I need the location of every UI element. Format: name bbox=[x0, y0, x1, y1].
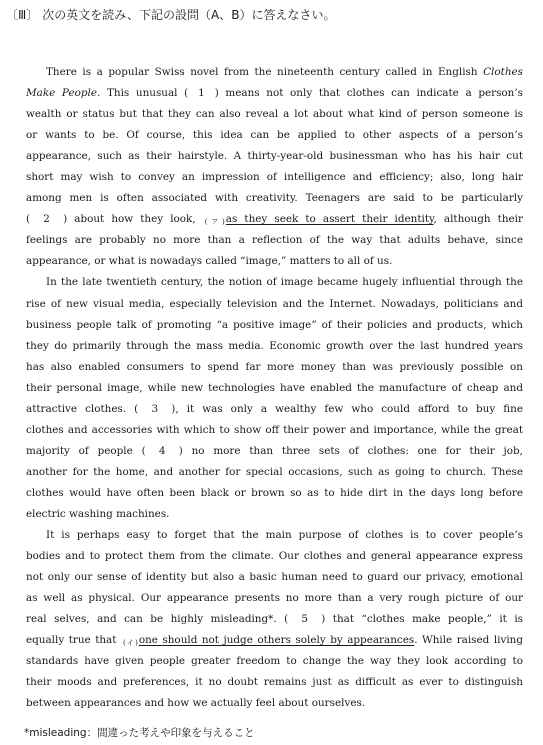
text-run: ) that “clothes make people,” it is bbox=[321, 613, 523, 626]
passage-line: In the late twentieth century, the notion of image became hugely influential through the bbox=[46, 276, 523, 289]
passage-line: clothes and accessories with which to show off their power and importance, while the great bbox=[26, 423, 523, 436]
passage-line bbox=[26, 83, 523, 104]
blank-3 bbox=[138, 399, 171, 420]
passage-line: their personal image, while new technologies have enabled the manufacture of cheap and bbox=[26, 381, 523, 394]
passage-line: appearance, such as their hairstyle. A thirty-year-old businessman who has his hair cut bbox=[26, 150, 523, 163]
passage-line: feelings are probably no more than a reflection of the way that adults behave, since bbox=[26, 234, 523, 247]
text-run: ( bbox=[26, 213, 31, 226]
passage-line: business people talk of promoting “a positive image” of their policies and products, which bbox=[26, 318, 523, 331]
book-title-part: Make People. bbox=[26, 87, 101, 100]
passage-line: another for the home, and another for special occasions, such as going to church. These bbox=[26, 465, 523, 478]
passage-line: standards have given people greater freedom to change the way they look according to bbox=[26, 655, 523, 668]
text-run: attractive clothes. ( bbox=[26, 402, 139, 415]
blank-number: 4 bbox=[158, 444, 166, 457]
passage-line bbox=[26, 399, 523, 420]
blank-number: 3 bbox=[151, 402, 159, 415]
passage-line bbox=[26, 209, 523, 230]
passage-line: appearance, or what is nowadays called “image,” matters to all of us. bbox=[26, 255, 393, 268]
paragraph-1 bbox=[26, 62, 523, 272]
paragraph-2 bbox=[26, 272, 523, 525]
blank-1 bbox=[188, 83, 214, 104]
passage-line: rise of new visual media, especially television and the Internet. Nowadays, politicians and bbox=[26, 297, 523, 310]
passage-line: among men is often associated with creativity. Teenagers are said to be particularly bbox=[26, 192, 523, 205]
underline-marker-b: (イ) bbox=[122, 639, 138, 648]
question-header bbox=[6, 6, 335, 24]
footnote-term: *misleading bbox=[24, 727, 87, 739]
text-run: ) means not only that clothes can indicate a person’s bbox=[214, 87, 523, 100]
text-run: ) about how they look, bbox=[63, 213, 203, 226]
passage-line bbox=[26, 62, 523, 83]
text-run: majority of people ( bbox=[26, 444, 146, 457]
question-number: 〔Ⅲ〕 bbox=[6, 8, 39, 22]
text-run: . While raised living bbox=[414, 634, 523, 647]
blank-number: 1 bbox=[198, 87, 205, 100]
passage-line: not only our sense of identity but also a basic human need to guard our privacy, emotional bbox=[26, 571, 523, 584]
book-title-part: Clothes bbox=[483, 66, 523, 78]
question-instruction: 次の英文を読み、下記の設問（A、B）に答えなさい。 bbox=[42, 8, 336, 22]
underlined-phrase-a: as they seek to assert their identity bbox=[225, 213, 434, 226]
passage-line bbox=[26, 441, 523, 462]
passage-line: bodies and to protect them from the climate. Our clothes and general appearance express bbox=[26, 550, 523, 563]
footnote-definition: ：間違った考えや印象を与えること bbox=[86, 727, 255, 739]
passage-line: their moods and preferences, it no doubt remains just as difficult as ever to distinguish bbox=[26, 676, 523, 689]
passage-line: wealth or status but that they can also reveal a lot about what kind of person someone is bbox=[26, 108, 523, 121]
passage-line: as well as physical. Our appearance presents no more than a very rough picture of our bbox=[26, 592, 523, 605]
passage-line bbox=[26, 630, 523, 651]
text-run: , although their bbox=[433, 213, 523, 226]
blank-5 bbox=[288, 609, 321, 630]
text-run: real selves, and can be highly misleading*. ( bbox=[26, 613, 289, 626]
text-run: There is a popular Swiss novel from the nineteenth century called in English bbox=[46, 66, 484, 78]
passage-line bbox=[26, 609, 523, 630]
text-run: ), it was only a wealthy few who could afford to buy fine bbox=[171, 402, 523, 415]
text-run: equally true that bbox=[26, 634, 121, 647]
passage-line: or wants to be. Of course, this idea can be applied to other aspects of a person’s bbox=[26, 129, 523, 142]
footnote bbox=[24, 726, 255, 740]
blank-4 bbox=[146, 441, 179, 462]
passage-line: has also enabled consumers to spend far more money than was previously possible on bbox=[26, 360, 523, 373]
blank-number: 5 bbox=[301, 613, 309, 626]
text-run: ) no more than three sets of clothes: one for their job, bbox=[178, 444, 523, 457]
underlined-phrase-b: one should not judge others solely by appearances bbox=[138, 634, 415, 647]
passage-line: between appearances and how we actually feel about ourselves. bbox=[26, 697, 366, 710]
passage-line: short may wish to convey an impression of intelligence and efficiency; also, long hair bbox=[26, 171, 523, 184]
passage bbox=[26, 62, 523, 714]
passage-line: clothes would have often been black or brown so as to hide dirt in the days long before bbox=[26, 486, 523, 499]
paragraph-3 bbox=[26, 525, 523, 714]
text-run: This unusual ( bbox=[100, 87, 189, 100]
passage-line: It is perhaps easy to forget that the main purpose of clothes is to cover people’s bbox=[46, 529, 523, 542]
passage-line: they do primarily through the mass media. Economic growth over the last hundred years bbox=[26, 339, 523, 352]
blank-2 bbox=[30, 209, 63, 230]
blank-number: 2 bbox=[43, 213, 50, 226]
passage-line: electric washing machines. bbox=[26, 507, 170, 520]
underline-marker-a: (ア) bbox=[204, 218, 225, 227]
